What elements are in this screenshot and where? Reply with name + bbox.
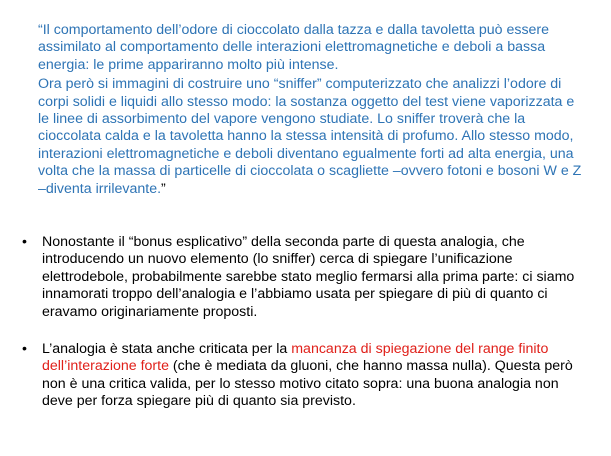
closing-quote-mark: ” [161, 180, 166, 197]
quote-paragraph-2-text: Ora però si immagini di costruire uno “sniffer” computerizzato che analizzi l’odore di corpi solidi e liquidi allo stesso modo: la sostanza oggetto del test viene vaporizzata e le linee di assorbimento del vapore vengono studiate. Lo sniffer troverà che la cioccolata calda e la tavoletta hanno la stessa intensità di profumo. Allo stesso modo, interazioni elettromagnetiche e deboli diventano egualmente forti ad alta energia, una volta che la massa di particelle di cioccolata o scagliette –ovvero fotoni e bosoni W e Z –diventa irrilevante. [38, 76, 582, 197]
bullet-item-2-text-start: L’analogia è stata anche criticata per la [42, 341, 292, 358]
analogy-quote [38, 22, 586, 198]
bullet-item-2-text-end: (che è mediata da gluoni, che hanno massa nulla). Questa però non è una critica valida, per lo stesso motivo citato sopra: una buona analogia non deve per forza spiegare più di quanto sia previsto. [42, 358, 573, 410]
bullet-item-1-text: Nonostante il “bonus esplicativo” della seconda parte di questa analogia, che introducendo un nuovo elemento (lo sniffer) cerca di spiegare l’unificazione elettrodebole, probabilmente sarebbe stato meglio fermarsi alla prima parte: ci siamo innamorati troppo dell’analogia e l’abbiamo usata per spiegare di più di quanto ci eravamo originariamente proposti. [42, 234, 575, 320]
bullet-list [22, 234, 588, 411]
bullet-item-1 [22, 234, 588, 321]
bullet-item-2 [22, 341, 588, 411]
highlighted-criticism: mancanza di spiegazione del range finito dell’interazione forte [42, 341, 549, 375]
bullet-marker: • [22, 341, 27, 358]
bullet-marker: • [22, 234, 27, 250]
quote-paragraph-1: “Il comportamento dell’odore di cioccolato dalla tazza e dalla tavoletta può essere assimilato al comportamento delle interazioni elettromagnetiche e deboli a bassa energia: le prime appariranno molto più intense. [38, 22, 550, 73]
quote-paragraph-2 [38, 76, 586, 198]
